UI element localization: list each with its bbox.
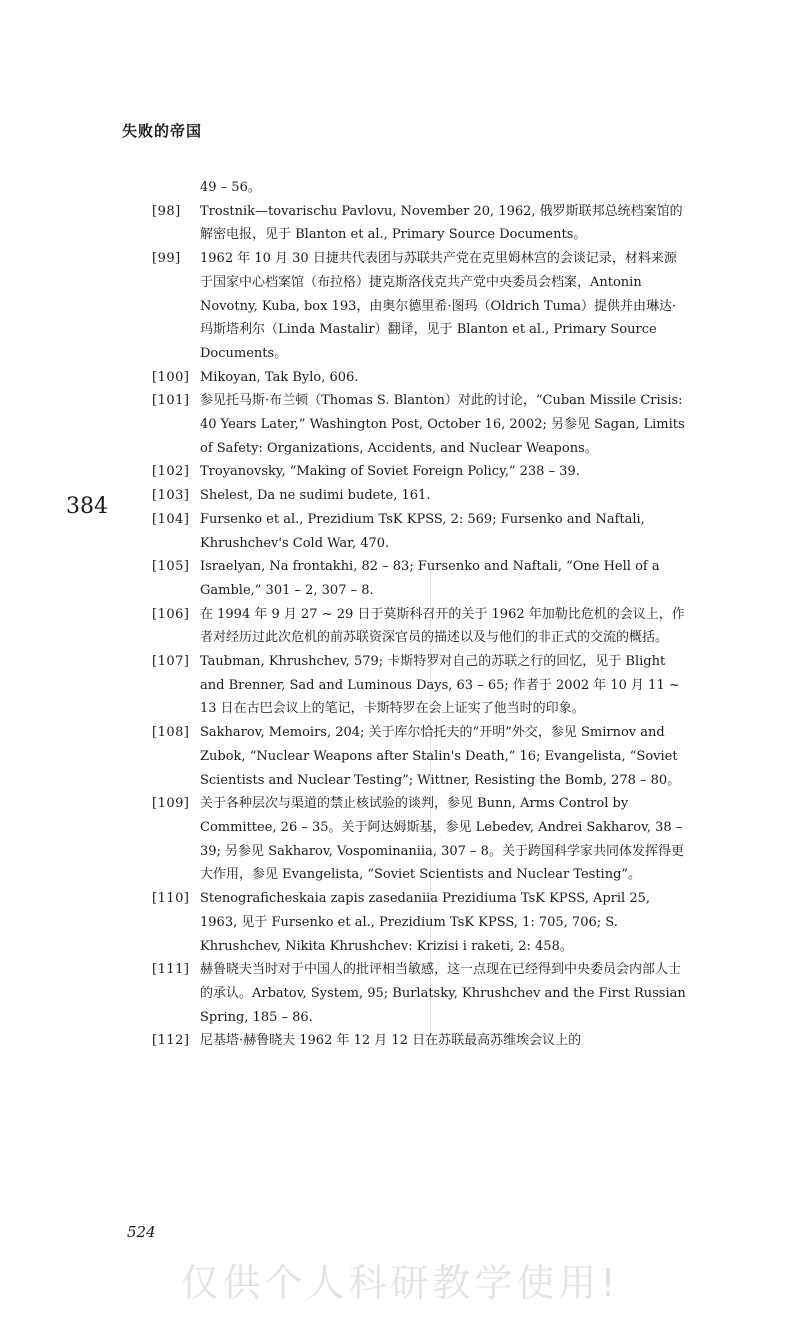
note-text: 关于各种层次与渠道的禁止核试验的谈判，参见 Bunn, Arms Control by Committee, 26 – 35。关于阿达姆斯基，参见 Lebedev, Andrei Sakharov, 38 – 39; 另参见 Sakharov, Vospominaniia, 307 – 8。关于跨国科学家共同体发挥得更大作用，参见 Evangelista, “Soviet Scientists and Nuclear Testing”。 bbox=[200, 796, 684, 883]
note-number: [109] bbox=[152, 796, 190, 812]
running-head: 失败的帝国 bbox=[122, 122, 203, 140]
note-text: Trostnik—tovarischu Pavlovu, November 20, 1962, 俄罗斯联邦总统档案馆的解密电报，见于 Blanton et al., Primary Source Documents。 bbox=[200, 203, 683, 243]
note-98 bbox=[152, 200, 688, 247]
note-112 bbox=[152, 1029, 688, 1053]
note-text: Troyanovsky, “Making of Soviet Foreign Policy,” 238 – 39. bbox=[200, 464, 580, 480]
note-text: 尼基塔·赫鲁晓夫 1962 年 12 月 12 日在苏联最高苏维埃会议上的 bbox=[200, 1033, 582, 1049]
note-number: [98] bbox=[152, 203, 181, 219]
note-number: [102] bbox=[152, 464, 190, 480]
note-109 bbox=[152, 792, 688, 887]
note-number: [105] bbox=[152, 559, 190, 575]
note-101 bbox=[152, 389, 688, 460]
watermark: 仅供个人科研教学使用! bbox=[180, 1261, 620, 1305]
note-number: [112] bbox=[152, 1033, 190, 1049]
note-text: Taubman, Khrushchev, 579; 卡斯特罗对自己的苏联之行的回忆，见于 Blight and Brenner, Sad and Luminous Days, 63 – 65; 作者于 2002 年 10 月 11 ~ 13 日在古巴会议上的笔记，卡斯特罗在会上证实了他当时的印象。 bbox=[200, 654, 680, 717]
endnotes-list bbox=[152, 176, 688, 1053]
folio-page-number: 524 bbox=[127, 1223, 156, 1241]
note-text: Sakharov, Memoirs, 204; 关于库尔恰托夫的“开明”外交，参见 Smirnov and Zubok, “Nuclear Weapons after Stalin's Death,” 16; Evangelista, “Soviet Scientists and Nuclear Testing”; Wittner, Resisting the Bomb, 278 – 80。 bbox=[200, 725, 681, 788]
note-number: [104] bbox=[152, 511, 190, 527]
note-text: Mikoyan, Tak Bylo, 606. bbox=[200, 369, 359, 385]
note-105 bbox=[152, 555, 688, 602]
note-text: 在 1994 年 9 月 27 ~ 29 日于莫斯科召开的关于 1962 年加勒比危机的会议上，作者对经历过此次危机的前苏联资深官员的描述以及与他们的非正式的交流的概括。 bbox=[200, 606, 685, 646]
note-number: [110] bbox=[152, 891, 190, 907]
note-text: Fursenko et al., Prezidium TsK KPSS, 2: 569; Fursenko and Naftali, Khrushchev's Cold War, 470. bbox=[200, 511, 645, 551]
note-number: [101] bbox=[152, 393, 190, 409]
note-number: [103] bbox=[152, 488, 190, 504]
note-99 bbox=[152, 247, 688, 366]
note-number: [107] bbox=[152, 654, 190, 670]
note-111 bbox=[152, 958, 688, 1029]
note-continuation: 49 – 56。 bbox=[200, 180, 261, 195]
note-102 bbox=[152, 460, 688, 484]
note-number: [108] bbox=[152, 725, 190, 741]
note-text: Shelest, Da ne sudimi budete, 161. bbox=[200, 488, 431, 504]
note-108 bbox=[152, 721, 688, 792]
note-106 bbox=[152, 603, 688, 650]
note-number: [100] bbox=[152, 369, 190, 385]
note-text: Israelyan, Na frontakhi, 82 – 83; Fursenko and Naftali, “One Hell of a Gamble,” 301 – 2, 307 – 8. bbox=[200, 559, 660, 598]
note-number: [111] bbox=[152, 962, 190, 978]
note-103 bbox=[152, 484, 688, 508]
note-text: 赫鲁晓夫当时对于中国人的批评相当敏感，这一点现在已经得到中央委员会内部人士的承认。Arbatov, System, 95; Burlatsky, Khrushchev and the First Russian Spring, 185 – 86. bbox=[200, 962, 686, 1025]
note-number: [106] bbox=[152, 606, 190, 622]
note-text: 1962 年 10 月 30 日捷共代表团与苏联共产党在克里姆林宫的会谈记录，材料来源于国家中心档案馆（布拉格）捷克斯洛伐克共产党中央委员会档案，Antonin Novotny, Kuba, box 193，由奥尔德里希·图玛（Oldrich Tuma）提供并由琳达·玛斯塔利尔（Linda Mastalir）翻译，见于 Blanton et al., Primary Source Documents。 bbox=[200, 251, 677, 361]
note-104 bbox=[152, 508, 688, 555]
note-number: [99] bbox=[152, 251, 181, 267]
note-text: 参见托马斯·布兰顿（Thomas S. Blanton）对此的讨论，“Cuban Missile Crisis: 40 Years Later,” Washington Post, October 16, 2002; 另参见 Sagan, Limits of Safety: Organizations, Accidents, and Nuclear Weapons。 bbox=[200, 393, 685, 456]
margin-number: 384 bbox=[66, 494, 108, 519]
note-100 bbox=[152, 366, 688, 390]
note-text: Stenograficheskaia zapis zasedaniia Prezidiuma TsK KPSS, April 25, 1963, 见于 Fursenko et al., Prezidium TsK KPSS, 1: 705, 706; S. Khrushchev, Nikita Khrushchev: Krizisi i raketi, 2: 458。 bbox=[200, 891, 651, 954]
note-107 bbox=[152, 650, 688, 721]
note-110 bbox=[152, 887, 688, 958]
